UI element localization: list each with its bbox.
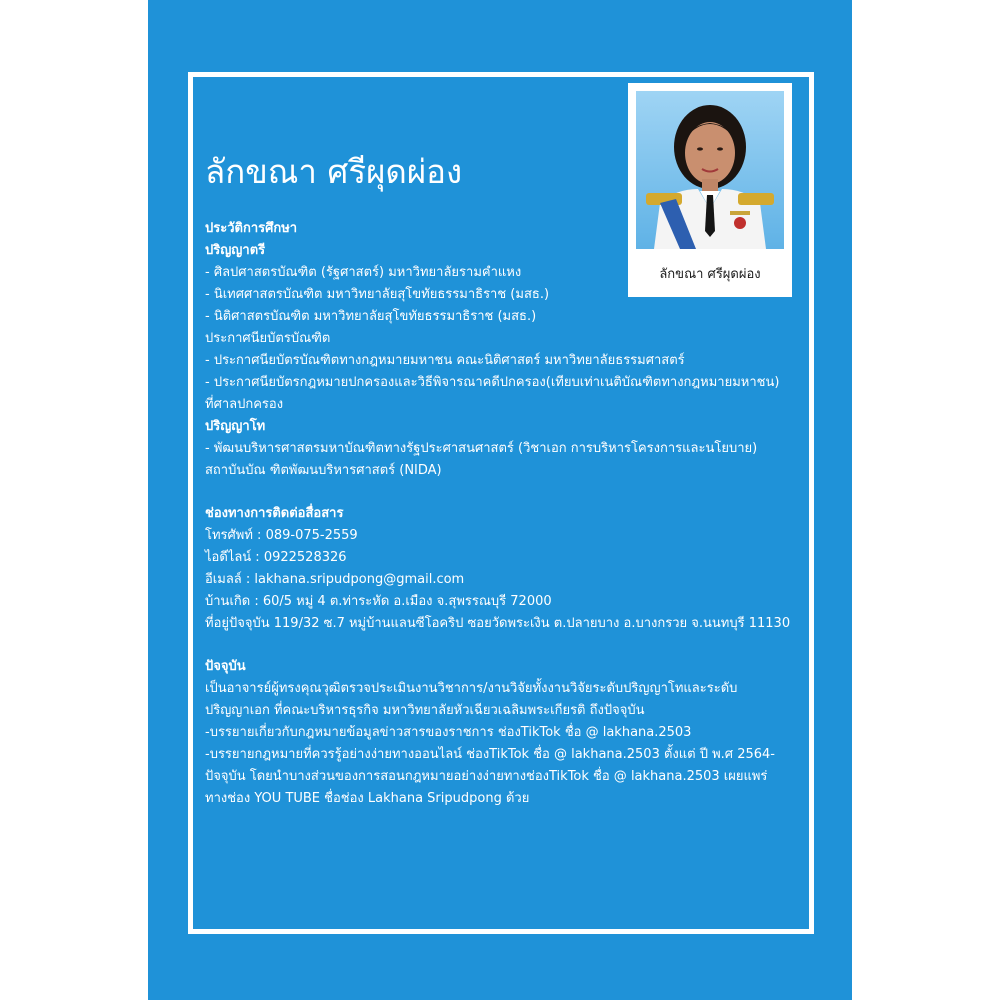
section-gap [205, 635, 805, 656]
person-name: ลักขณา ศรีผุดผ่อง [205, 152, 463, 191]
contact-phone: โทรศัพท์ : 089-075-2559 [205, 528, 358, 543]
certificate-item: - ประกาศนียบัตรบัณฑิตทางกฎหมายมหาชน คณะนิติศาสตร์ มหาวิทยาลัยธรรมศาสตร์ [205, 353, 685, 368]
contact-heading: ช่องทางการติดต่อสื่อสาร [205, 506, 344, 521]
master-heading: ปริญญาโท [205, 419, 266, 434]
resume-content [205, 150, 805, 810]
resume-page [148, 0, 852, 1000]
contact-birthplace: บ้านเกิด : 60/5 หมู่ 4 ต.ท่าระหัด อ.เมือง จ.สุพรรณบุรี 72000 [205, 594, 552, 609]
bachelor-item: - นิติศาสตรบัณฑิต มหาวิทยาลัยสุโขทัยธรรมาธิราช (มสธ.) [205, 309, 537, 324]
current-line: -บรรยายเกี่ยวกับกฎหมายข้อมูลข่าวสารของราชการ ช่องTikTok ชื่อ @ lakhana.2503 [205, 725, 692, 740]
contact-address: ที่อยู่ปัจจุบัน 119/32 ซ.7 หมู่บ้านแลนซีโอคริป ซอยวัดพระเงิน ต.ปลายบาง อ.บางกรวย จ.นนทบุรี 11130 [205, 616, 791, 631]
master-item: - พัฒนบริหารศาสตรมหาบัณฑิตทางรัฐประศาสนศาสตร์ (วิชาเอก การบริหารโครงการและนโยบาย) [205, 441, 758, 456]
certificate-heading: ประกาศนียบัตรบัณฑิต [205, 331, 331, 346]
education-heading: ประวัติการศึกษา [205, 221, 298, 236]
certificate-item: ที่ศาลปกครอง [205, 397, 284, 412]
current-line: ปริญญาเอก ที่คณะบริหารธุรกิจ มหาวิทยาลัยหัวเฉียวเฉลิมพระเกียรติ ถึงปัจจุบัน [205, 703, 645, 718]
current-line: -บรรยายกฎหมายที่ควรรู้อย่างง่ายทางออนไลน์ ช่องTikTok ชื่อ @ lakhana.2503 ตั้งแต่ ปี พ.ศ 2564- [205, 747, 775, 762]
bachelor-item: - ศิลปศาสตรบัณฑิต (รัฐศาสตร์) มหาวิทยาลัยรามคำแหง [205, 265, 522, 280]
certificate-item: - ประกาศนียบัตรกฎหมายปกครองและวิธีพิจารณาคดีปกครอง(เทียบเท่าเนติบัณฑิตทางกฎหมายมหาชน) [205, 375, 780, 390]
contact-line-id: ไอดีไลน์ : 0922528326 [205, 550, 347, 565]
master-item: สถาบันบัณ ฑิตพัฒนบริหารศาสตร์ (NIDA) [205, 463, 442, 478]
contact-email: อีเมลล์ : lakhana.sripudpong@gmail.com [205, 572, 465, 587]
bachelor-item: - นิเทศศาสตรบัณฑิต มหาวิทยาลัยสุโขทัยธรรมาธิราช (มสธ.) [205, 287, 550, 302]
current-line: ทางช่อง YOU TUBE ชื่อช่อง Lakhana Sripudpong ด้วย [205, 791, 530, 806]
current-line: ปัจจุบัน โดยนำบางส่วนของการสอนกฎหมายอย่างง่ายทางช่องTikTok ชื่อ @ lakhana.2503 เผยแพร่ [205, 769, 768, 784]
photo-caption: ลักขณา ศรีผุดผ่อง [659, 267, 761, 282]
bachelor-heading: ปริญญาตรี [205, 243, 266, 258]
current-heading: ปัจจุบัน [205, 659, 246, 674]
section-gap [205, 482, 805, 503]
current-line: เป็นอาจารย์ผู้ทรงคุณวุฒิตรวจประเมินงานวิชาการ/งานวิจัยทั้งงานวิจัยระดับปริญญาโทและระดับ [205, 681, 738, 696]
